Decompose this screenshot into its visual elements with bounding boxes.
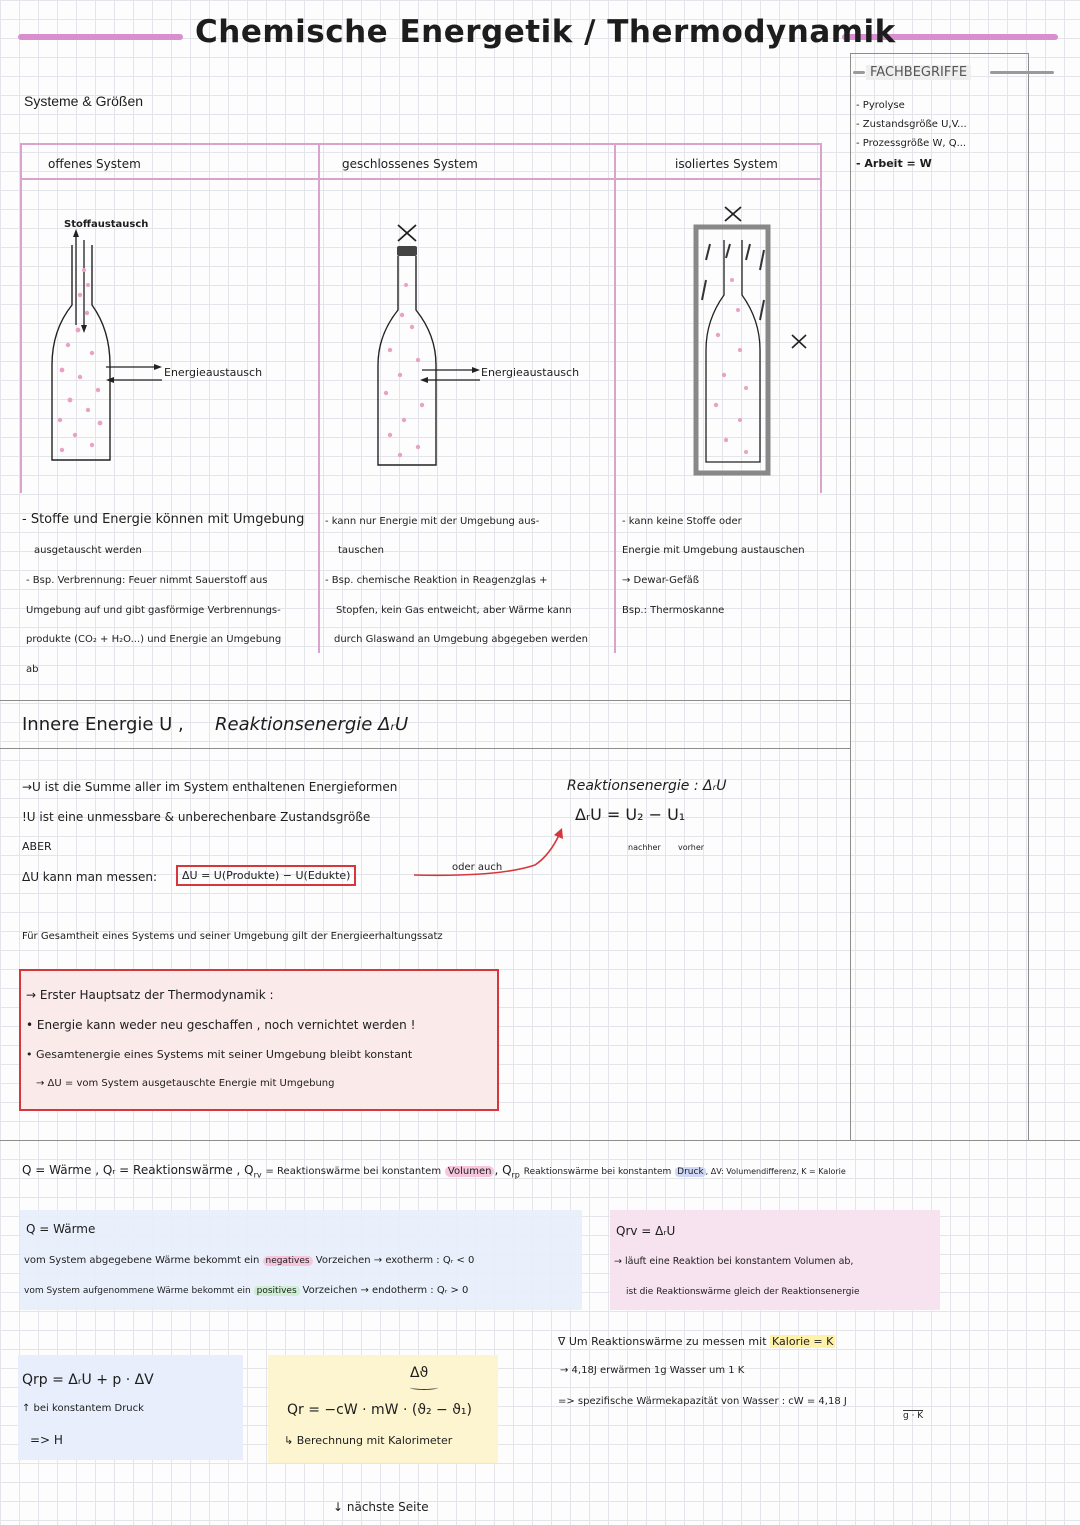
section-divider [0,700,850,701]
column-title-offen: offenes System [48,157,141,171]
qrp-subscript: rp [511,1170,520,1180]
kalorimeter-note: ↳ Berechnung mit Kalorimeter [284,1434,453,1447]
volumen-highlight: Volumen [445,1166,495,1177]
column-title-geschlossen: geschlossenes System [342,157,478,171]
open-text-line: produkte (CO₂ + H₂O...) und Energie an Umgebung [26,634,282,645]
hauptsatz-line: → ΔU = vom System ausgetauschte Energie mit Umgebung [36,1078,335,1089]
closed-text-line: - kann nur Energie mit der Umgebung aus- [325,516,540,527]
isolated-text-line: Bsp.: Thermoskanne [622,605,725,616]
gesamtheit-text: Für Gesamtheit eines Systems und seiner Umgebung gilt der Energieerhaltungssatz [22,931,443,942]
label-energieaustausch-open: Energieaustausch [164,366,263,379]
definitions-line [22,1163,846,1179]
closed-text-line: durch Glaswand an Umgebung abgegeben werden [334,634,588,645]
negativ-highlight: negatives [263,1256,313,1266]
waerme-text: Vorzeichen → exotherm : Qᵣ < 0 [315,1255,475,1266]
qrv-line: → läuft eine Reaktion bei konstantem Volumen ab, [614,1256,854,1267]
page-title: Chemische Energetik / Thermodynamik [195,14,896,50]
reaktionsenergie-formula: ΔᵣU = U₂ − U₁ [575,805,686,824]
closed-text-line: tauschen [338,545,384,556]
sidebar-heading-bar-left [853,71,865,74]
col-divider [318,143,320,653]
vorher-label: vorher [678,843,705,852]
um-line-1 [558,1335,835,1348]
qrp-note: ↑ bei konstantem Druck [22,1403,144,1414]
col-divider [614,143,616,653]
druck-highlight: Druck [677,1167,704,1177]
section-divider [0,1140,1080,1141]
isolated-text-line: - kann keine Stoffe oder [622,516,742,527]
kalorimeter-formula: Qr = −cW · mW · (ϑ₂ − ϑ₁) [287,1402,472,1418]
kalorimeter-brace [410,1385,438,1390]
definitions-part: = Reaktionswärme bei konstantem [265,1166,442,1177]
um-text: ∇ Um Reaktionswärme zu messen mit [558,1335,767,1348]
measure-prefix: ΔU kann man messen: [22,870,157,884]
section-heading-systeme: Systeme & Größen [24,93,144,109]
section-divider [0,748,850,749]
waerme-line-2 [24,1285,468,1296]
sidebar-border-top [850,53,1029,54]
sidebar-item: - Pyrolyse [856,100,905,111]
header-bar-left [18,34,183,40]
section-heading-reaktionsenergie: Reaktionsenergie ΔᵣU [215,714,409,735]
nachher-label: nachher [628,843,661,852]
reaktionsenergie-title: Reaktionsenergie : ΔᵣU [567,778,727,794]
next-page-hint: ↓ nächste Seite [333,1500,429,1514]
hauptsatz-line: → Erster Hauptsatz der Thermodynamik : [26,988,274,1002]
col-divider [820,143,822,493]
sidebar-border-left [850,53,851,1140]
definitions-part: , Q [494,1163,512,1177]
open-text-line: - Bsp. Verbrennung: Feuer nimmt Sauerstoff aus [26,575,268,586]
waerme-text: vom System aufgenommene Wärme bekommt ein [24,1286,251,1296]
isolated-text-line: → Dewar-Gefäß [622,575,700,586]
um-unit: g · K [903,1411,924,1421]
isolated-system-dewar-drawing [680,200,820,480]
open-text-line: Umgebung auf und gibt gasförmige Verbrennungs- [26,605,281,616]
innere-energie-line: →U ist die Summe aller im System enthaltenen Energieformen [22,780,398,794]
closed-system-bottle-drawing [360,215,600,475]
qrv-line: ist die Reaktionswärme gleich der Reaktionsenergie [626,1287,860,1297]
sidebar-border-right [1028,53,1029,1140]
qrp-h: => H [30,1433,63,1447]
measure-formula-box: ΔU = U(Produkte) − U(Edukte) [176,865,356,886]
hauptsatz-line: • Gesamtenergie eines Systems mit seiner Umgebung bleibt konstant [26,1048,413,1061]
waerme-text: vom System abgegebene Wärme bekommt ein [24,1255,260,1266]
closed-text-line: Stopfen, kein Gas entweicht, aber Wärme kann [336,605,572,616]
sidebar-item: - Zustandsgröße U,V... [856,119,967,130]
qrv-subscript: rv [253,1170,262,1180]
column-title-isoliert: isoliertes System [675,157,778,171]
innere-energie-line: !U ist eine unmessbare & unberechenbare Zustandsgröße [22,810,371,824]
arrow-to-reaktionsenergie [410,825,570,885]
sidebar-heading-bar-right [990,71,1054,74]
sidebar-item: - Prozessgröße W, Q... [856,138,967,149]
label-stoffaustausch: Stoffaustausch [64,219,149,230]
qrp-formula: Qrp = ΔᵣU + p · ΔV [22,1372,154,1388]
section-heading-innere-energie: Innere Energie U , [22,714,184,735]
hauptsatz-line: • Energie kann weder neu geschaffen , noch vernichtet werden ! [26,1018,416,1032]
sidebar-heading: FACHBEGRIFFE [866,65,971,80]
sidebar-item: - Arbeit = W [856,157,932,170]
oder-auch-label: oder auch [452,862,503,873]
open-text-line: ab [26,664,39,675]
innere-energie-line: ABER [22,840,52,853]
open-text-line: - Stoffe und Energie können mit Umgebung [22,512,305,527]
col-divider [20,143,22,493]
definitions-part: , ΔV: Volumendifferenz, K = Kalorie [705,1167,846,1176]
open-text-line: ausgetauscht werden [34,545,142,556]
waerme-text: Vorzeichen → endotherm : Qᵣ > 0 [302,1285,469,1296]
um-line-3: => spezifische Wärmekapazität von Wasser : cW = 4,18 J [558,1396,847,1407]
definitions-part: Reaktionswärme bei konstantem [523,1167,672,1177]
kalorimeter-delta-theta: Δϑ [410,1365,429,1381]
systems-table-header-line [20,178,821,180]
label-energieaustausch-closed: Energieaustausch [481,366,580,379]
isolated-text-line: Energie mit Umgebung austauschen [622,545,805,556]
positiv-highlight: positives [254,1286,300,1296]
waerme-title: Q = Wärme [26,1222,96,1236]
um-line-2: → 4,18J erwärmen 1g Wasser um 1 K [560,1365,745,1376]
open-system-flask-drawing [40,205,300,470]
qrv-title: Qrv = ΔᵣU [616,1224,676,1238]
definitions-part: Q = Wärme , Qᵣ = Reaktionswärme , Q [22,1163,254,1177]
kalorie-highlight: Kalorie = K [772,1335,834,1348]
closed-text-line: - Bsp. chemische Reaktion in Reagenzglas + [325,575,548,586]
waerme-line-1 [24,1255,474,1266]
